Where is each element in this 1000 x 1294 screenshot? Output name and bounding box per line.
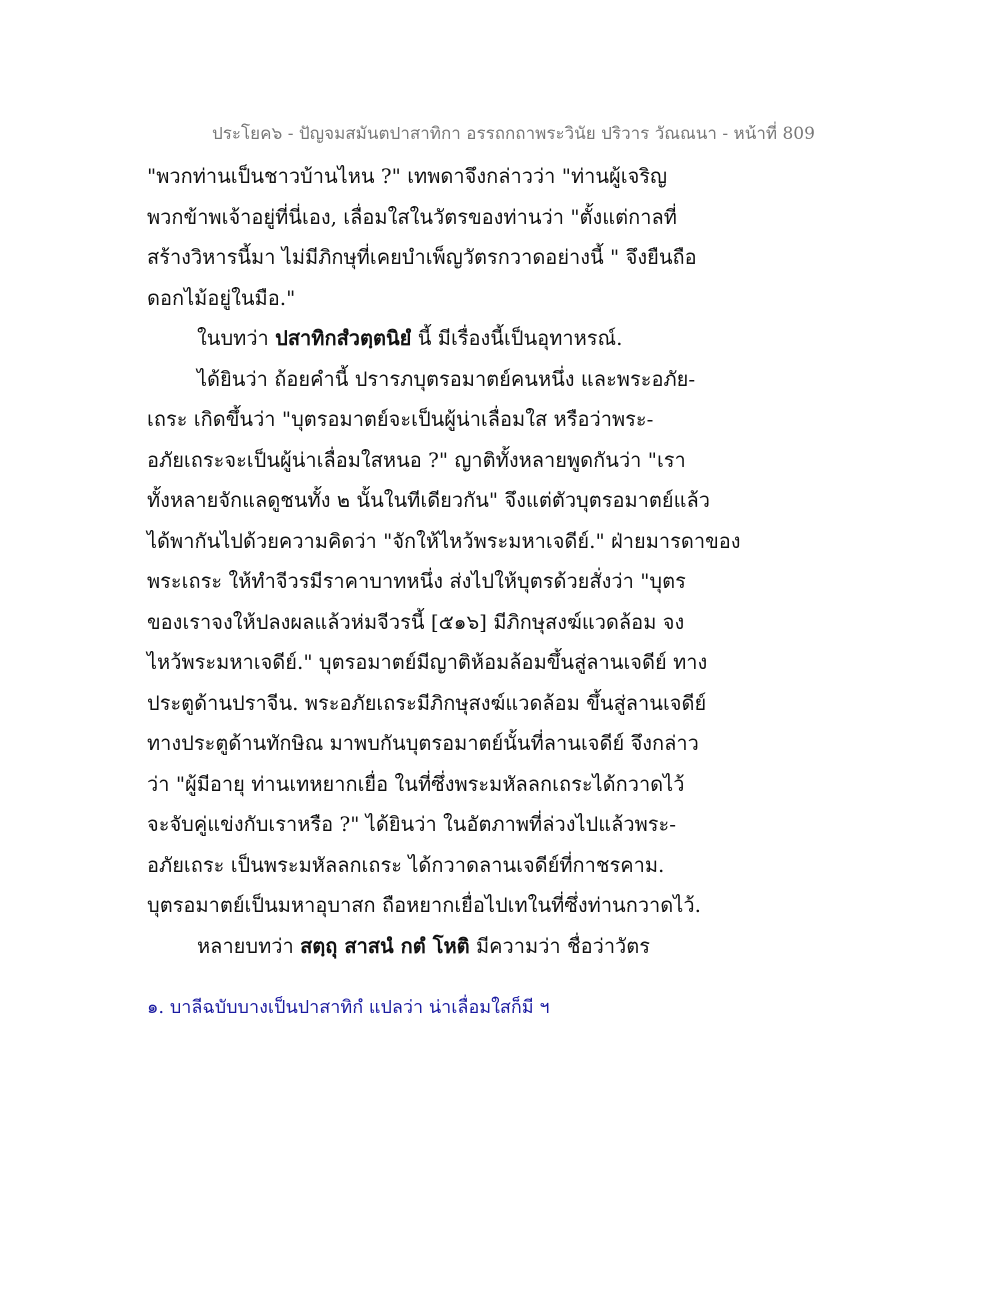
body-line: พระเถระ ให้ทำจีวรมีราคาบาทหนึ่ง ส่งไปให้บุตรด้วยสั่งว่า "บุตร: [147, 569, 686, 593]
line-rest: นี้ มีเรื่องนี้เป็นอุทาหรณ์.: [411, 326, 623, 350]
body-line: ไหว้พระมหาเจดีย์." บุตรอมาตย์มีญาติห้อมล้อมขึ้นสู่ลานเจดีย์ ทาง: [147, 650, 708, 674]
body-line: ประตูด้านปราจีน. พระอภัยเถระมีภิกษุสงฆ์แวดล้อม ขึ้นสู่ลานเจดีย์: [147, 690, 707, 715]
body-line: ดอกไม้อยู่ในมือ.": [147, 285, 296, 310]
body-line: [147, 318, 707, 359]
body-line: บุตรอมาตย์เป็นมหาอุบาสก ถือหยากเยื่อไปเทในที่ซึ่งท่านกวาดไว้.: [147, 893, 701, 917]
body-line: ทางประตูด้านทักษิณ มาพบกันบุตรอมาตย์นั้นที่ลานเจดีย์ จึงกล่าว: [147, 731, 699, 755]
body-line: ทั้งหลายจักแลดูชนทั้ง ๒ นั้นในทีเดียวกัน" จึงแต่ตัวบุตรอมาตย์แล้ว: [147, 488, 710, 512]
line-lead: ในบทว่า: [197, 326, 276, 350]
body-line: อภัยเถระ เป็นพระมหัลลกเถระ ได้กวาดลานเจดีย์ที่กาชรคาม.: [147, 852, 665, 877]
body-line: อภัยเถระจะเป็นผู้น่าเลื่อมใสหนอ ?" ญาติทั้งหลายพูดกันว่า "เรา: [147, 447, 686, 472]
body-line: จะจับคู่แข่งกับเราหรือ ?" ได้ยินว่า ในอัตภาพที่ล่วงไปแล้วพระ-: [147, 812, 677, 836]
line-lead: หลายบทว่า: [197, 933, 301, 958]
term-bold: ปสาทิกสํวตฺตนิยํ: [275, 326, 412, 350]
body-line: ได้ยินว่า ถ้อยคำนี้ ปรารภบุตรอมาตย์คนหนึ่ง และพระอภัย-: [197, 366, 696, 391]
footnote: ๑. บาลีฉบับบางเป็นปาสาทิกํ แปลว่า น่าเลื่อมใสก็มี ฯ: [147, 997, 550, 1018]
page-body: [147, 156, 741, 966]
body-line: สร้างวิหารนี้มา ไม่มีภิกษุที่เคยบำเพ็ญวัตรกวาดอย่างนี้ " จึงยืนถือ: [147, 245, 697, 269]
body-line: เถระ เกิดขึ้นว่า "บุตรอมาตย์จะเป็นผู้น่าเลื่อมใส หรือว่าพระ-: [147, 407, 654, 431]
page-header: ประโยค๖ - ปัญจมสมันตปาสาทิกา อรรถกถาพระวินัย ปริวาร วัณณนา - หน้าที่ 809: [212, 124, 815, 144]
body-line: ได้พากันไปด้วยความคิดว่า "จักให้ไหว้พระมหาเจดีย์." ฝ่ายมารดาของ: [147, 528, 741, 553]
body-line: ว่า "ผู้มีอายุ ท่านเทหยากเยื่อ ในที่ซึ่งพระมหัลลกเถระได้กวาดไว้: [147, 771, 685, 796]
body-line: พวกข้าพเจ้าอยู่ที่นี่เอง, เลื่อมใสในวัตรของท่านว่า "ตั้งแต่กาลที่: [147, 204, 677, 229]
line-rest: มีความว่า ชื่อว่าวัตร: [469, 933, 651, 958]
body-line: "พวกท่านเป็นชาวบ้านไหน ?" เทพดาจึงกล่าวว่า "ท่านผู้เจริญ: [147, 164, 668, 188]
body-line: [147, 926, 707, 967]
body-line: ของเราจงให้ปลงผลแล้วห่มจีวรนี้ [๕๑๖] มีภิกษุสงฆ์แวดล้อม จง: [147, 609, 685, 634]
term-bold: สตฺถุ สาสนํ กตํ โหติ: [300, 933, 470, 958]
